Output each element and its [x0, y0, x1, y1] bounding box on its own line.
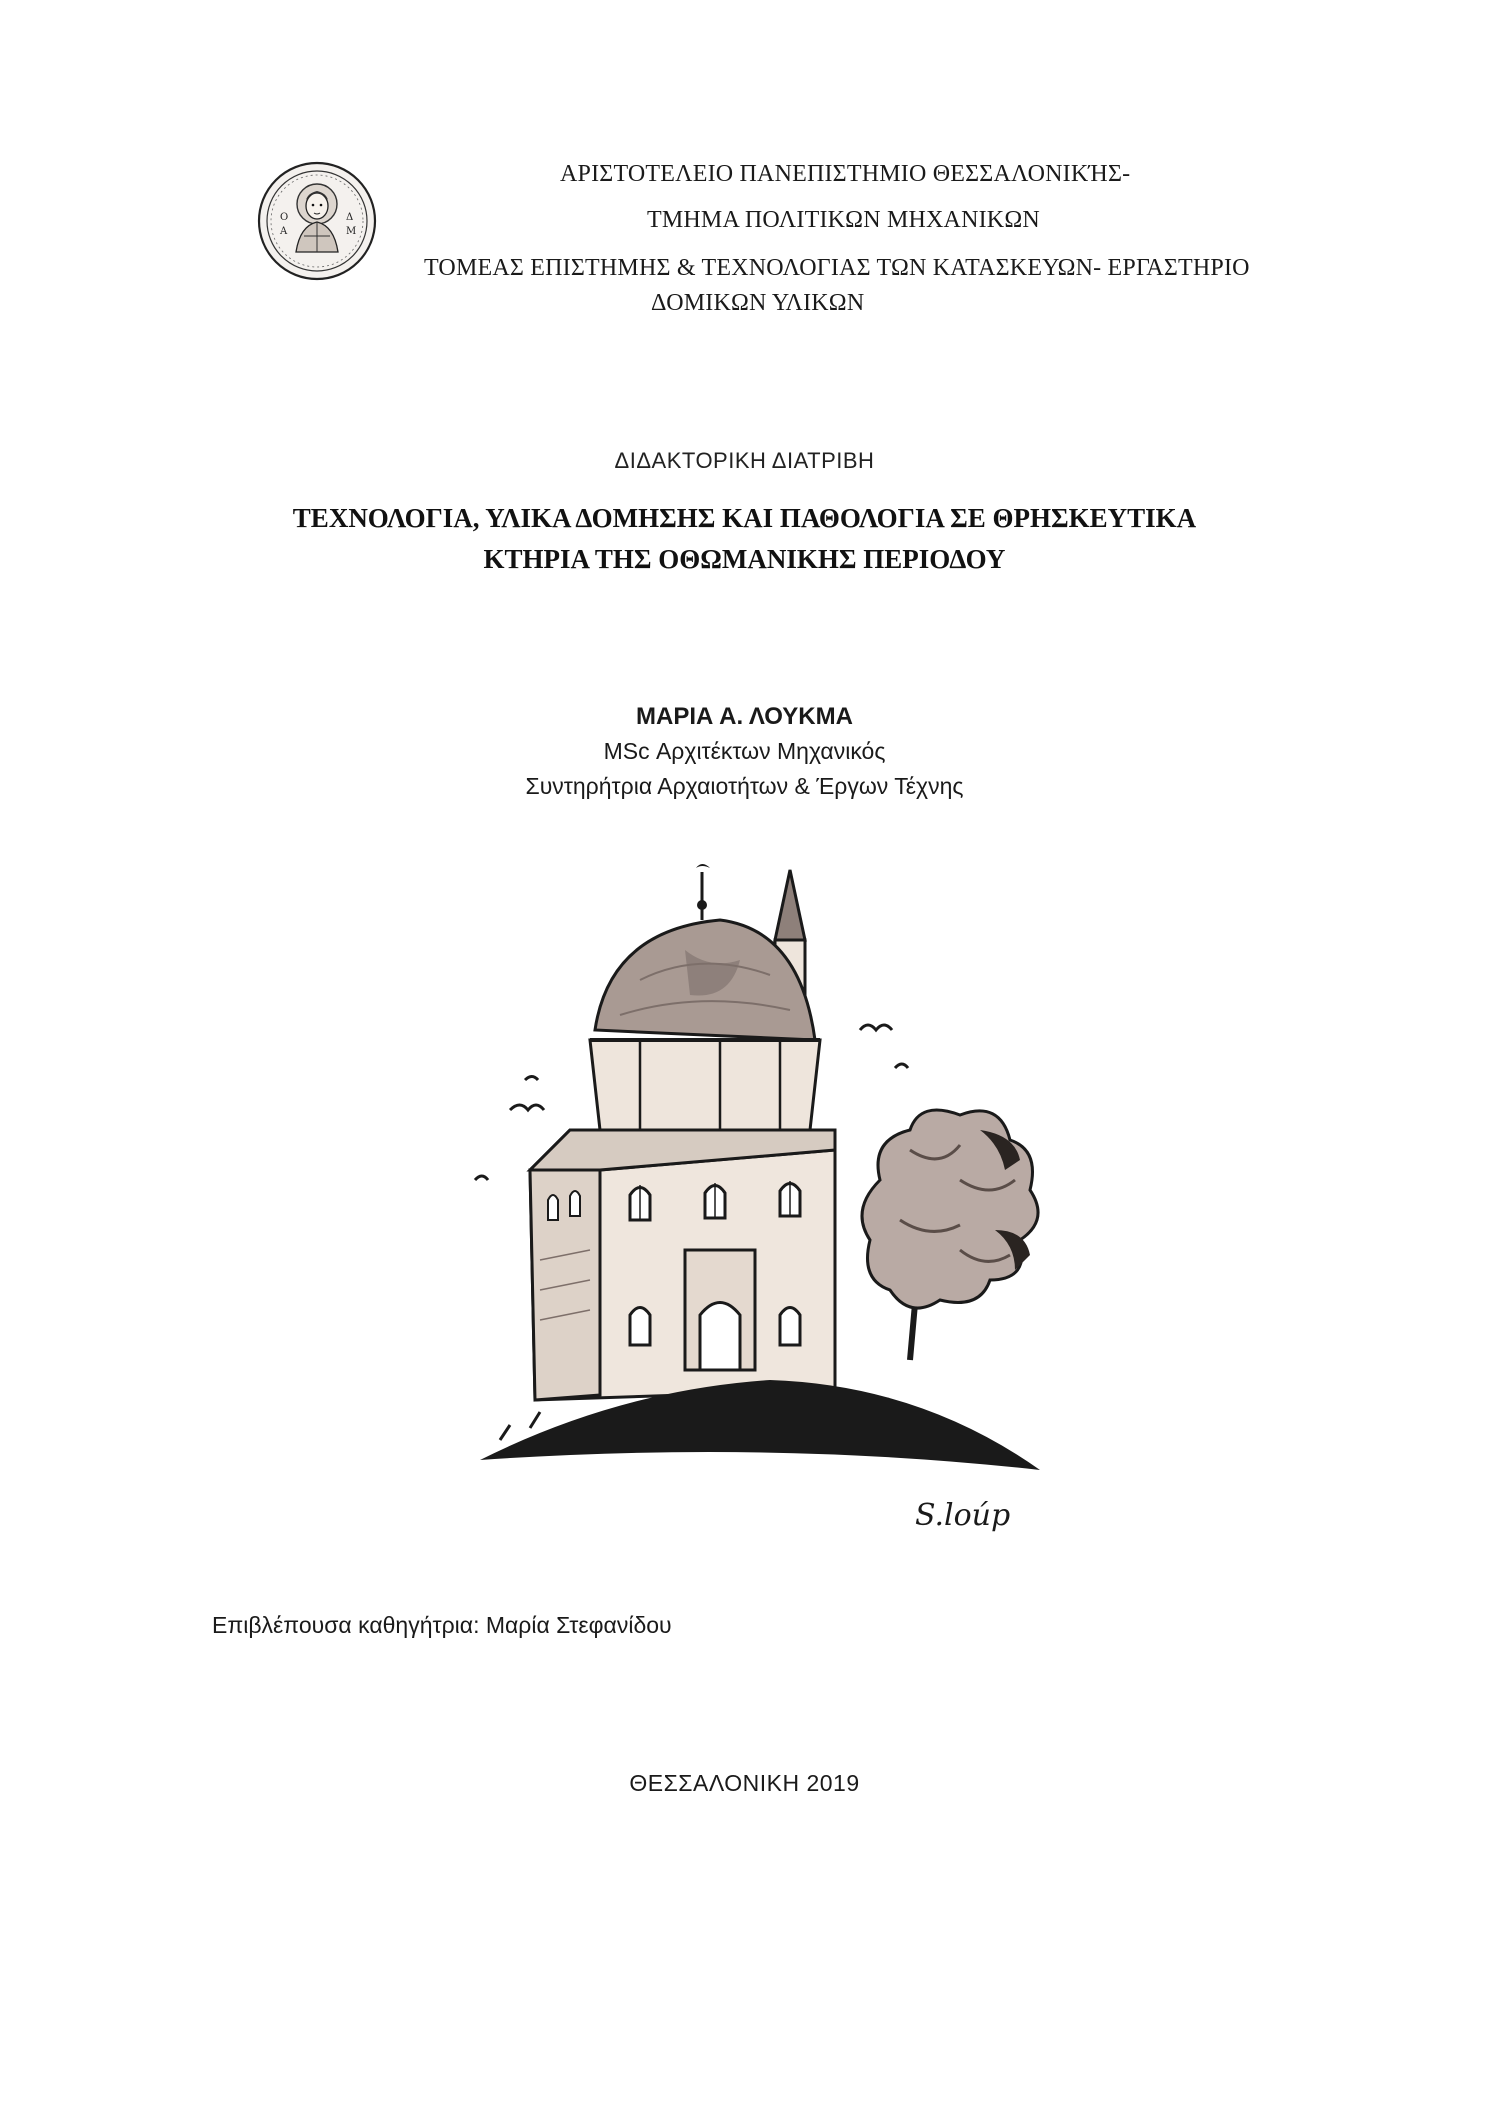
author-degree: MSc Αρχιτέκτων Μηχανικός	[603, 738, 886, 764]
svg-text:Ο: Ο	[280, 212, 289, 223]
svg-text:Α: Α	[280, 226, 288, 237]
mosque-sketch-icon	[440, 800, 1090, 1590]
sector-name-continued: ΔΟΜΙΚΩΝ ΥΛΙΚΩΝ	[651, 290, 865, 316]
author-name: ΜΑΡΙΑ Α. ΛΟΥΚΜΑ	[636, 703, 853, 730]
document-type: ΔΙΔΑΚΤΟΡΙΚΗ ΔΙΑΤΡΙΒΗ	[614, 448, 875, 473]
thesis-title-line: ΚΤΗΡΙΑ ΤΗΣ ΟΘΩΜΑΝΙΚΗΣ ΠΕΡΙΟΔΟΥ	[483, 544, 1006, 574]
author-block	[0, 700, 1489, 804]
sector-name: ΤΟΜΕΑΣ ΕΠΙΣΤΗΜΗΣ & ΤΕΧΝΟΛΟΓΙΑΣ ΤΩΝ ΚΑΤΑΣΚΕΥΩΝ- ΕΡΓΑΣΤΗΡΙΟ	[424, 255, 1250, 281]
supervisor: Επιβλέπουσα καθηγήτρια: Μαρία Στεφανίδου	[212, 1612, 672, 1638]
university-seal-icon	[256, 160, 378, 282]
thesis-title-line: ΤΕΧΝΟΛΟΓΙΑ, ΥΛΙΚΑ ΔΟΜΗΣΗΣ ΚΑΙ ΠΑΘΟΛΟΓΙΑ ΣΕ ΘΡΗΣΚΕΥΤΙΚΑ	[292, 503, 1197, 533]
thesis-title	[0, 498, 1489, 580]
university-name: ΑΡΙΣΤΟΤΕΛΕΙΟ ΠΑΝΕΠΙΣΤΗΜΙΟ ΘΕΣΣΑΛΟΝΙΚΉΣ-	[560, 161, 1131, 187]
author-profession: Συντηρήτρια Αρχαιοτήτων & Έργων Τέχνης	[525, 773, 964, 799]
building-body-icon	[530, 1130, 835, 1400]
department-name: ΤΜΗΜΑ ΠΟΛΙΤΙΚΩΝ ΜΗΧΑΝΙΚΩΝ	[647, 207, 1040, 233]
place-and-year: ΘΕΣΣΑΛΟΝΙΚΗ 2019	[629, 1770, 860, 1796]
tree-icon	[862, 1110, 1038, 1360]
svg-text:Δ: Δ	[346, 212, 354, 223]
artist-signature: S.loúp	[915, 1498, 1011, 1533]
svg-text:Μ: Μ	[346, 226, 357, 237]
